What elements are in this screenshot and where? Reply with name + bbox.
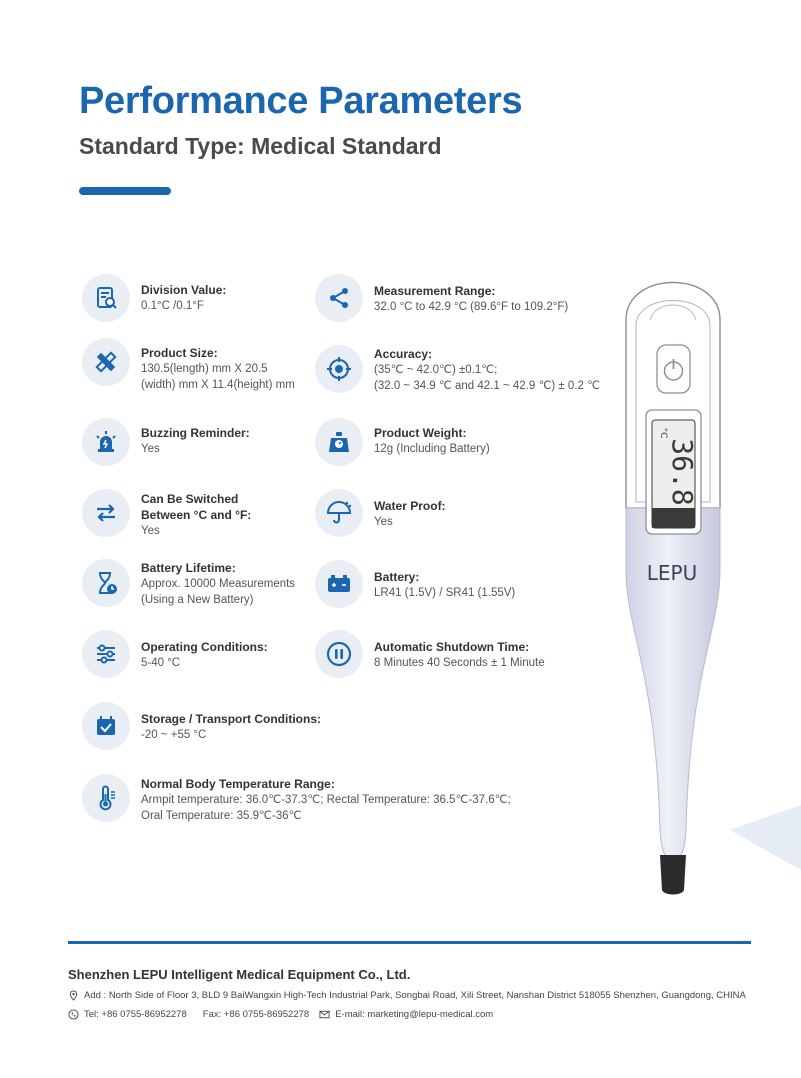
thermometer-icon bbox=[82, 774, 130, 822]
param-value: Armpit temperature: 36.0℃-37.3℃; Rectal Temperature: 36.5℃-37.6℃; bbox=[141, 794, 511, 806]
email-link[interactable]: E-mail: marketing@lepu-medical.com bbox=[335, 1009, 494, 1020]
param-label: Accuracy: bbox=[374, 347, 433, 361]
param-value: Yes bbox=[374, 516, 393, 528]
param-value: LR41 (1.5V) / SR41 (1.55V) bbox=[374, 587, 516, 599]
calendar-check-icon bbox=[82, 702, 130, 750]
param-label: Water Proof: bbox=[374, 499, 446, 513]
scale-icon bbox=[315, 418, 363, 466]
param-value: 32.0 °C to 42.9 °C (89.6°F to 109.2°F) bbox=[374, 301, 569, 313]
param-value: 8 Minutes 40 Seconds ± 1 Minute bbox=[374, 657, 545, 669]
param-value: (width) mm X 11.4(height) mm bbox=[141, 379, 295, 391]
param-label: Operating Conditions: bbox=[141, 640, 268, 654]
param-label: Division Value: bbox=[141, 283, 227, 297]
alarm-light-icon bbox=[82, 418, 130, 466]
sliders-icon bbox=[82, 630, 130, 678]
param-value: (Using a New Battery) bbox=[141, 594, 254, 606]
umbrella-icon bbox=[315, 489, 363, 537]
pause-icon bbox=[315, 630, 363, 678]
param-value: Yes bbox=[141, 443, 160, 455]
param-value: (32.0 ~ 34.9 ℃ and 42.1 ~ 42.9 ℃) ± 0.2 ℃ bbox=[374, 380, 600, 392]
param-label: Measurement Range: bbox=[374, 284, 496, 298]
brand-logo: LEPU bbox=[646, 561, 698, 585]
battery-icon bbox=[315, 560, 363, 608]
hourglass-icon bbox=[82, 559, 130, 607]
param-value: Oral Temperature: 35.9℃-36℃ bbox=[141, 810, 302, 822]
company-name: Shenzhen LEPU Intelligent Medical Equipment Co., Ltd. bbox=[68, 967, 411, 982]
param-label: Battery Lifetime: bbox=[141, 561, 236, 575]
phone-icon bbox=[68, 1009, 79, 1020]
param-value: 5-40 °C bbox=[141, 657, 181, 669]
param-value: -20 ~ +55 °C bbox=[141, 729, 207, 741]
param-label: Between °C and °F: bbox=[141, 508, 252, 522]
location-pin-icon bbox=[68, 990, 79, 1001]
param-value: Yes bbox=[141, 525, 160, 537]
param-label: Battery: bbox=[374, 570, 420, 584]
company-contact bbox=[68, 1009, 493, 1020]
switch-arrows-icon bbox=[82, 489, 130, 537]
param-value: 0.1°C /0.1°F bbox=[141, 300, 204, 312]
param-label: Product Size: bbox=[141, 346, 218, 360]
display-unit: °C bbox=[658, 427, 668, 439]
product-thermometer-image bbox=[560, 270, 801, 910]
param-label: Can Be Switched bbox=[141, 492, 239, 506]
param-value: 12g (Including Battery) bbox=[374, 443, 490, 455]
search-document-icon bbox=[82, 274, 130, 322]
param-label: Product Weight: bbox=[374, 426, 467, 440]
display-reading: 36.8 bbox=[666, 438, 699, 506]
address-text: Add : North Side of Floor 3, BLD 9 BaiWangxin High-Tech Industrial Park, Songbai Road, Xili Street, Nanshan District 518055 Shenzhen, Guangdong, CHINA bbox=[84, 990, 746, 1001]
param-label: Normal Body Temperature Range: bbox=[141, 777, 335, 791]
tel-text: Tel: +86 0755-86952278 bbox=[84, 1009, 187, 1020]
company-address bbox=[68, 990, 746, 1001]
footer-divider bbox=[68, 941, 751, 944]
param-value: 130.5(length) mm X 20.5 bbox=[141, 363, 268, 375]
fax-text: Fax: +86 0755-86952278 bbox=[202, 1009, 310, 1020]
share-icon bbox=[315, 274, 363, 322]
target-icon bbox=[315, 345, 363, 393]
param-value: (35℃ ~ 42.0℃) ±0.1℃; bbox=[374, 364, 498, 376]
param-label: Buzzing Reminder: bbox=[141, 426, 250, 440]
param-label: Storage / Transport Conditions: bbox=[141, 712, 322, 726]
email-icon bbox=[319, 1009, 330, 1020]
page-subtitle: Standard Type: Medical Standard bbox=[79, 133, 442, 159]
page-title: Performance Parameters bbox=[79, 80, 523, 122]
ruler-pencil-icon bbox=[82, 338, 130, 386]
param-value: Approx. 10000 Measurements bbox=[141, 578, 296, 590]
param-label: Automatic Shutdown Time: bbox=[374, 640, 530, 654]
title-accent-bar bbox=[79, 187, 171, 195]
